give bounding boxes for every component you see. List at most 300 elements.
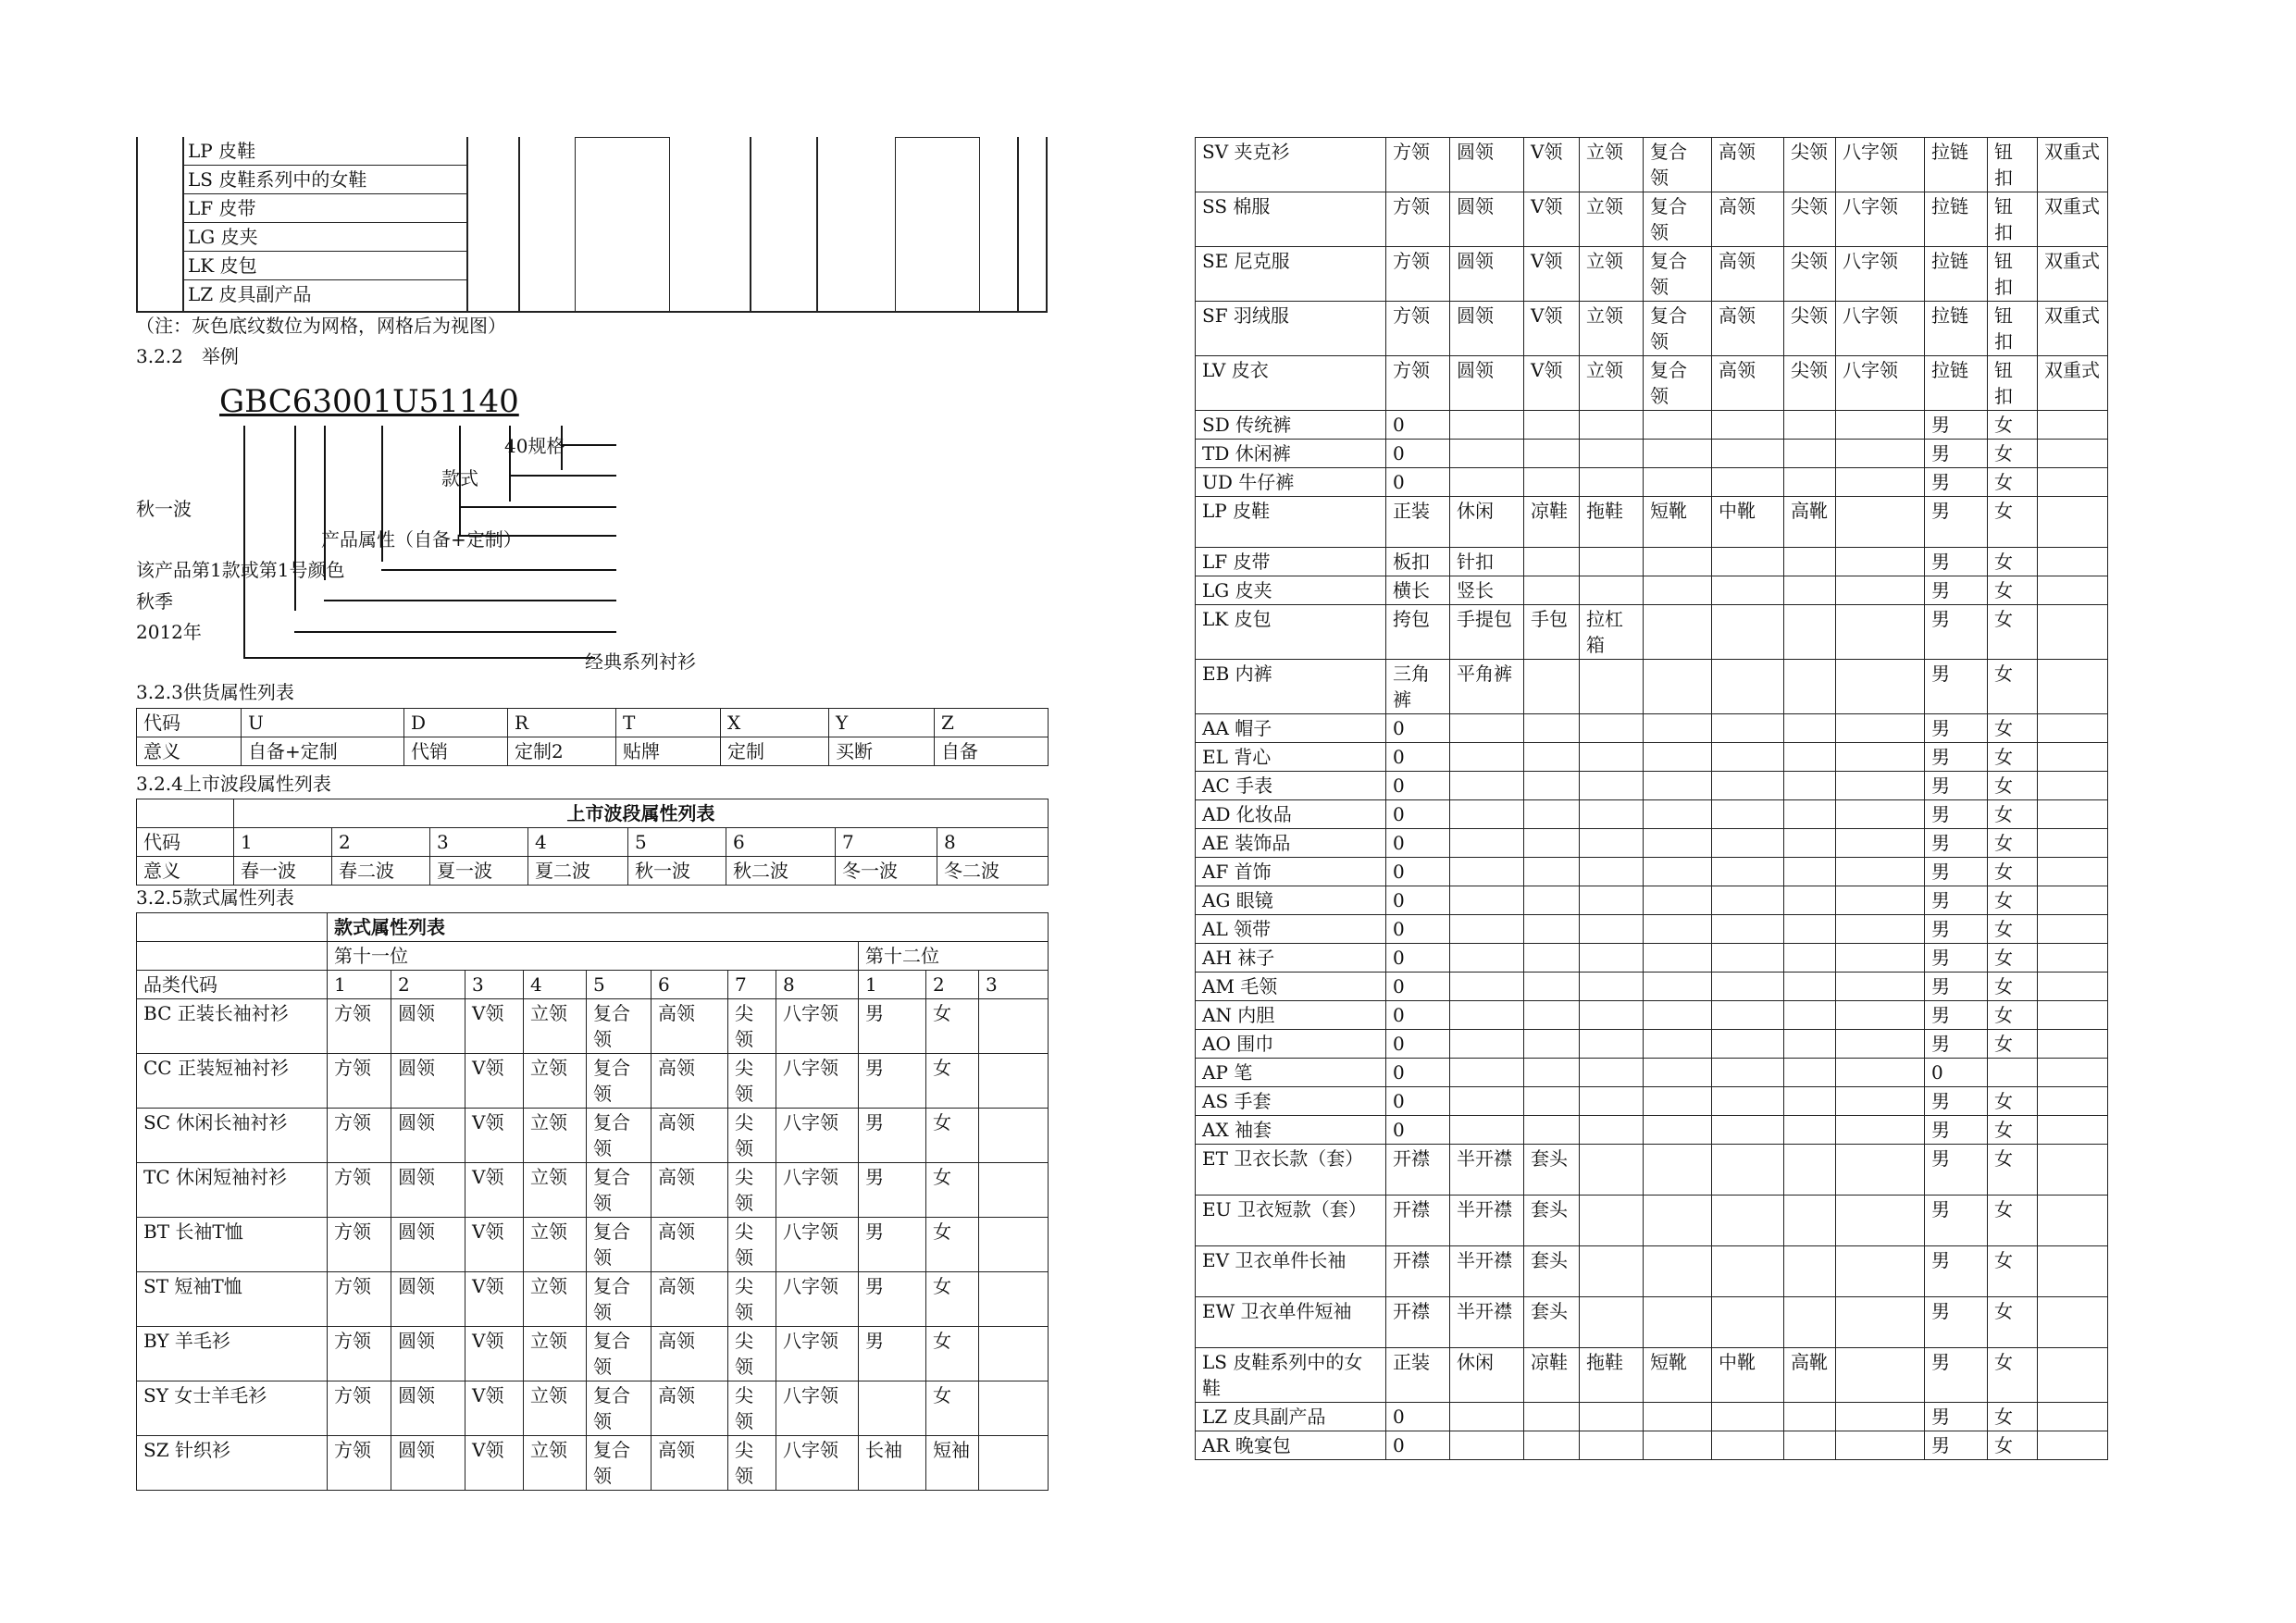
table-cell: 拉链 (1925, 356, 1988, 411)
category-code-cell: LS 皮鞋系列中的女鞋 (1196, 1348, 1386, 1403)
table-cell: 尖领 (1784, 247, 1836, 302)
table-row (1196, 302, 2108, 356)
table-cell: 拉链 (1925, 302, 1988, 356)
table-cell (1784, 1403, 1836, 1431)
table-cell: 中靴 (1712, 497, 1784, 548)
table-cell: 0 (1386, 1030, 1450, 1059)
table-cell: 女 (1988, 743, 2038, 772)
table-cell: 尖领 (1784, 138, 1836, 192)
table-cell: U (242, 709, 404, 737)
table-cell (1580, 1431, 1644, 1460)
table-cell: 半开襟 (1450, 1145, 1524, 1196)
table-row (137, 828, 1049, 857)
table-cell (1712, 660, 1784, 714)
table-cell (2038, 1196, 2108, 1246)
table-cell (137, 913, 328, 942)
table-cell (1450, 829, 1524, 858)
category-code-cell: AA 帽子 (1196, 714, 1386, 743)
table-cell: 0 (1386, 1087, 1450, 1116)
table-cell: 男 (1925, 1431, 1988, 1460)
table-cell: 八字领 (1836, 192, 1925, 247)
table-cell: 男 (1925, 548, 1988, 576)
table-cell: 女 (1988, 858, 2038, 886)
table-cell: 半开襟 (1450, 1297, 1524, 1348)
table-cell (2038, 1087, 2108, 1116)
table-cell (1450, 1403, 1524, 1431)
table-cell (1580, 886, 1644, 915)
table-cell: 定制2 (508, 737, 616, 766)
table-cell (1784, 743, 1836, 772)
table-cell: 长袖 (859, 1436, 926, 1491)
table-row (137, 1381, 1049, 1436)
table-cell: 复合领 (587, 1381, 652, 1436)
table-cell: 女 (1988, 497, 2038, 548)
category-code-cell: AG 眼镜 (1196, 886, 1386, 915)
category-code-cell: AH 袜子 (1196, 944, 1386, 973)
table-row (137, 737, 1049, 766)
table-cell: 八字领 (1836, 138, 1925, 192)
table-cell (1580, 660, 1644, 714)
table-cell (1524, 743, 1580, 772)
table-cell: 复合领 (1644, 192, 1712, 247)
table-cell: 立领 (524, 1054, 587, 1109)
table-cell: 男 (1925, 660, 1988, 714)
category-code-cell: AC 手表 (1196, 772, 1386, 800)
table-row (137, 942, 1049, 971)
table-cell (1836, 497, 1925, 548)
table-cell: 横长 (1386, 576, 1450, 605)
table-cell: 男 (859, 1327, 926, 1381)
table-cell (1580, 915, 1644, 944)
table-cell: 短靴 (1644, 1348, 1712, 1403)
table-cell (1580, 1059, 1644, 1087)
table-cell (2038, 915, 2108, 944)
table-cell (1524, 858, 1580, 886)
table-cell: 5 (628, 828, 726, 857)
table-cell: 立领 (524, 1163, 587, 1218)
table-cell (1836, 1145, 1925, 1196)
table-cell (1450, 944, 1524, 973)
table-cell (1524, 440, 1580, 468)
table-cell: 秋二波 (726, 857, 836, 886)
category-code-cell: EU 卫衣短款（套） (1196, 1196, 1386, 1246)
table-cell: 双重式 (2038, 247, 2108, 302)
table-cell: 方领 (1386, 138, 1450, 192)
table-cell: 尖领 (728, 1163, 776, 1218)
table-cell (1580, 743, 1644, 772)
table-cell: 复合领 (587, 1327, 652, 1381)
table-cell (1644, 1145, 1712, 1196)
table-row (1196, 660, 2108, 714)
table-cell (1524, 944, 1580, 973)
table-row (1196, 1348, 2108, 1403)
table-cell: 男 (1925, 1196, 1988, 1246)
table-cell (1524, 1001, 1580, 1030)
table-cell: 高领 (652, 1272, 728, 1327)
table-cell (1644, 858, 1712, 886)
table-cell (1784, 1145, 1836, 1196)
table-row (1196, 1297, 2108, 1348)
table-cell: 双重式 (2038, 356, 2108, 411)
category-code-cell: SS 棉服 (1196, 192, 1386, 247)
table-cell (1712, 1059, 1784, 1087)
table-cell (1836, 944, 1925, 973)
table-cell (1450, 411, 1524, 440)
product-code: GBC63001U51140 (219, 383, 519, 420)
table-cell: 1 (859, 971, 926, 999)
table-cell: 代销 (404, 737, 508, 766)
table-row (1196, 1246, 2108, 1297)
table-cell: 男 (1925, 1116, 1988, 1145)
list-item: LS 皮鞋系列中的女鞋 (182, 166, 466, 194)
table-cell: 尖领 (728, 1272, 776, 1327)
table-cell (2038, 858, 2108, 886)
table-cell (979, 1218, 1049, 1272)
table-cell: 手包 (1524, 605, 1580, 660)
table-cell (1450, 886, 1524, 915)
table-cell (2038, 743, 2108, 772)
table-cell: 尖领 (1784, 302, 1836, 356)
table-cell (1524, 915, 1580, 944)
table-cell: 复合领 (1644, 356, 1712, 411)
table-cell (1450, 468, 1524, 497)
table-cell: 4 (524, 971, 587, 999)
table-cell (1784, 1087, 1836, 1116)
table-cell (1644, 829, 1712, 858)
table-cell (2038, 772, 2108, 800)
table-cell (1712, 548, 1784, 576)
list-item: LP 皮鞋 (182, 137, 466, 166)
table-cell (2038, 714, 2108, 743)
table-cell (1450, 772, 1524, 800)
category-code-cell: ET 卫衣长款（套） (1196, 1145, 1386, 1196)
table-cell (1712, 915, 1784, 944)
table-cell: 八字领 (776, 1436, 859, 1491)
table-cell (1784, 1297, 1836, 1348)
table-cell: 钮扣 (1988, 302, 2038, 356)
table-cell: 女 (1988, 1348, 2038, 1403)
table-cell (1712, 1246, 1784, 1297)
table-cell (1644, 714, 1712, 743)
table-row (137, 1218, 1049, 1272)
table-cell: 男 (859, 1109, 926, 1163)
table-row (137, 1272, 1049, 1327)
table-cell (1712, 829, 1784, 858)
table-cell (2038, 1030, 2108, 1059)
table-cell: 男 (1925, 1030, 1988, 1059)
table-cell: 高领 (652, 1218, 728, 1272)
category-style-table (1195, 137, 2108, 1460)
table-cell: 女 (1988, 1145, 2038, 1196)
table-cell (1644, 800, 1712, 829)
table-cell: 立领 (524, 1218, 587, 1272)
table-row (1196, 973, 2108, 1001)
table-cell (2038, 1145, 2108, 1196)
table-cell: 八字领 (776, 1163, 859, 1218)
table-cell: 方领 (328, 1163, 391, 1218)
label-wave: 秋一波 (136, 498, 192, 520)
table-cell: 女 (1988, 1246, 2038, 1297)
table-cell: 3 (979, 971, 1049, 999)
table-row (1196, 356, 2108, 411)
table-cell: Y (829, 709, 935, 737)
table-cell (1524, 886, 1580, 915)
table-row (1196, 138, 2108, 192)
table-cell (1450, 714, 1524, 743)
table-cell (1836, 1348, 1925, 1403)
table-row (137, 913, 1049, 942)
table-cell: D (404, 709, 508, 737)
table-cell: 0 (1386, 1116, 1450, 1145)
table-cell: 女 (1988, 1297, 2038, 1348)
table-cell (1836, 1030, 1925, 1059)
category-code-cell: LG 皮夹 (1196, 576, 1386, 605)
table-cell: 男 (1925, 743, 1988, 772)
table-cell (137, 942, 328, 971)
table-cell: 0 (1386, 1403, 1450, 1431)
table-cell: T (616, 709, 721, 737)
table-cell (1580, 829, 1644, 858)
table-cell (1836, 1431, 1925, 1460)
table-cell (1836, 915, 1925, 944)
table-cell: 代码 (137, 709, 242, 737)
table-cell: 买断 (829, 737, 935, 766)
style-attribute-table (136, 912, 1049, 1491)
table-cell: 开襟 (1386, 1246, 1450, 1297)
table-cell: 3 (465, 971, 524, 999)
table-cell: 立领 (1580, 192, 1644, 247)
table-cell: 男 (1925, 1297, 1988, 1348)
code-example-diagram (136, 379, 696, 675)
table-row (1196, 247, 2108, 302)
table-cell (1712, 743, 1784, 772)
table-cell (1644, 1403, 1712, 1431)
table-cell (1836, 548, 1925, 576)
label-season: 秋季 (136, 590, 173, 613)
table-cell: 中靴 (1712, 1348, 1784, 1403)
table-cell: 女 (1988, 1431, 2038, 1460)
table-cell (1524, 468, 1580, 497)
table-cell: 男 (1925, 1145, 1988, 1196)
table-cell (1644, 440, 1712, 468)
table-cell: X (721, 709, 829, 737)
table-cell: 女 (926, 1381, 979, 1436)
table-cell: 方领 (328, 1381, 391, 1436)
table-row (1196, 714, 2108, 743)
table-cell (1450, 915, 1524, 944)
table-cell: 圆领 (391, 1381, 465, 1436)
table-row (137, 999, 1049, 1054)
table-cell (137, 799, 234, 828)
table-cell (1524, 1059, 1580, 1087)
table-cell: 八字领 (1836, 247, 1925, 302)
table-cell: 男 (859, 1272, 926, 1327)
table-cell (1784, 1001, 1836, 1030)
table-cell (1644, 660, 1712, 714)
category-code-cell: AL 领带 (1196, 915, 1386, 944)
table-row (137, 709, 1049, 737)
table-cell: 正装 (1386, 1348, 1450, 1403)
table-cell (1712, 468, 1784, 497)
table-cell (1450, 1030, 1524, 1059)
table-cell (1644, 886, 1712, 915)
list-item: LK 皮包 (182, 252, 466, 280)
table-cell: 立领 (1580, 247, 1644, 302)
table-cell: 圆领 (391, 1163, 465, 1218)
table-cell (2038, 660, 2108, 714)
table-cell (1580, 1116, 1644, 1145)
table-cell (1524, 829, 1580, 858)
table-cell: 1 (328, 971, 391, 999)
table-cell: 休闲 (1450, 497, 1524, 548)
table-cell: 立领 (1580, 356, 1644, 411)
table-cell: 女 (1988, 576, 2038, 605)
table-cell: 0 (1386, 1001, 1450, 1030)
table-cell (1712, 886, 1784, 915)
table-cell: 0 (1386, 858, 1450, 886)
table-cell: 女 (1988, 915, 2038, 944)
table-cell: V领 (465, 1436, 524, 1491)
table-cell: 立领 (1580, 138, 1644, 192)
table-cell (1524, 576, 1580, 605)
category-code-cell: LV 皮衣 (1196, 356, 1386, 411)
table-cell: 复合领 (587, 1436, 652, 1491)
table-cell (1450, 1431, 1524, 1460)
table-cell: 男 (859, 999, 926, 1054)
table-cell: 双重式 (2038, 192, 2108, 247)
table-cell (1836, 772, 1925, 800)
table-cell: V领 (465, 1381, 524, 1436)
table-cell (1784, 1246, 1836, 1297)
top-category-list (182, 137, 466, 308)
table-cell: 男 (1925, 497, 1988, 548)
table-cell (1644, 743, 1712, 772)
table-cell (979, 1109, 1049, 1163)
table-cell (1524, 973, 1580, 1001)
table-cell (1580, 1030, 1644, 1059)
table-cell (1644, 1297, 1712, 1348)
category-code-cell: AM 毛领 (1196, 973, 1386, 1001)
table-cell: V领 (465, 1218, 524, 1272)
table-cell: 女 (1988, 1403, 2038, 1431)
category-code-cell: SZ 针织衫 (137, 1436, 328, 1491)
table-cell (1450, 1087, 1524, 1116)
table-cell (2038, 1297, 2108, 1348)
table-cell: 女 (1988, 440, 2038, 468)
table-cell: V领 (1524, 138, 1580, 192)
table-cell (1836, 1297, 1925, 1348)
table-cell (1784, 772, 1836, 800)
table-cell: 八字领 (1836, 356, 1925, 411)
table-cell: 套头 (1524, 1297, 1580, 1348)
table-cell (1524, 1030, 1580, 1059)
table-cell: 拉链 (1925, 192, 1988, 247)
table-cell: 尖领 (728, 1436, 776, 1491)
table-cell: 高靴 (1784, 497, 1836, 548)
table-cell (1712, 973, 1784, 1001)
table-cell (2038, 1001, 2108, 1030)
table-cell: 手提包 (1450, 605, 1524, 660)
table-cell (1450, 1001, 1524, 1030)
table-cell: 女 (1988, 944, 2038, 973)
table-cell (2038, 829, 2108, 858)
table-cell (1524, 1087, 1580, 1116)
table-cell (1712, 440, 1784, 468)
table-row (137, 799, 1049, 828)
table-cell: 复合领 (587, 999, 652, 1054)
table-cell (1644, 1087, 1712, 1116)
table-cell: 高领 (1712, 192, 1784, 247)
category-code-cell: LF 皮带 (1196, 548, 1386, 576)
table-cell (1580, 944, 1644, 973)
table-cell (1644, 1196, 1712, 1246)
table-cell: 6 (726, 828, 836, 857)
section-3-2-2: 3.2.2 举例 (136, 345, 239, 367)
table-cell: 男 (1925, 576, 1988, 605)
table-cell: 春二波 (332, 857, 430, 886)
table-cell (1784, 829, 1836, 858)
table-cell: 平角裤 (1450, 660, 1524, 714)
table-cell (1836, 605, 1925, 660)
table-cell: 女 (1988, 800, 2038, 829)
category-code-cell: EW 卫衣单件短袖 (1196, 1297, 1386, 1348)
table-cell: 女 (1988, 714, 2038, 743)
table-cell: 套头 (1524, 1145, 1580, 1196)
table-cell: 女 (926, 1327, 979, 1381)
table-cell: 代码 (137, 828, 234, 857)
section-3-2-3: 3.2.3供货属性列表 (136, 681, 294, 703)
table-cell (1644, 468, 1712, 497)
table-cell (1712, 1087, 1784, 1116)
category-code-cell: EB 内裤 (1196, 660, 1386, 714)
category-code-cell: AE 装饰品 (1196, 829, 1386, 858)
table-cell: 立领 (524, 1109, 587, 1163)
table-cell: 3 (430, 828, 528, 857)
table-cell (979, 1327, 1049, 1381)
table-cell: 男 (1925, 714, 1988, 743)
table-cell: V领 (465, 1109, 524, 1163)
table-cell (2038, 1116, 2108, 1145)
category-code-cell: TC 休闲短袖衬衫 (137, 1163, 328, 1218)
table-cell: 男 (1925, 411, 1988, 440)
table-cell (1836, 1246, 1925, 1297)
table-cell: 高靴 (1784, 1348, 1836, 1403)
table-cell (1784, 468, 1836, 497)
table-cell: 复合领 (587, 1109, 652, 1163)
table-cell (1644, 576, 1712, 605)
table-cell: 男 (1925, 944, 1988, 973)
table-cell (1836, 1116, 1925, 1145)
table-cell: 尖领 (728, 1054, 776, 1109)
table-cell (1712, 1030, 1784, 1059)
table-cell (1836, 1001, 1925, 1030)
category-code-cell: SY 女士羊毛衫 (137, 1381, 328, 1436)
table-cell (2038, 1348, 2108, 1403)
table-cell: 0 (1386, 1431, 1450, 1460)
table-cell: 0 (1386, 411, 1450, 440)
table-cell (1712, 800, 1784, 829)
table-cell: 挎包 (1386, 605, 1450, 660)
table-cell: 女 (926, 999, 979, 1054)
table-row (137, 857, 1049, 886)
table-row (1196, 1196, 2108, 1246)
list-item: LZ 皮具副产品 (188, 283, 312, 305)
table-cell: 夏二波 (528, 857, 628, 886)
table-cell (1784, 800, 1836, 829)
table-cell: 男 (859, 1163, 926, 1218)
table-cell: 2 (926, 971, 979, 999)
table-row (1196, 944, 2108, 973)
